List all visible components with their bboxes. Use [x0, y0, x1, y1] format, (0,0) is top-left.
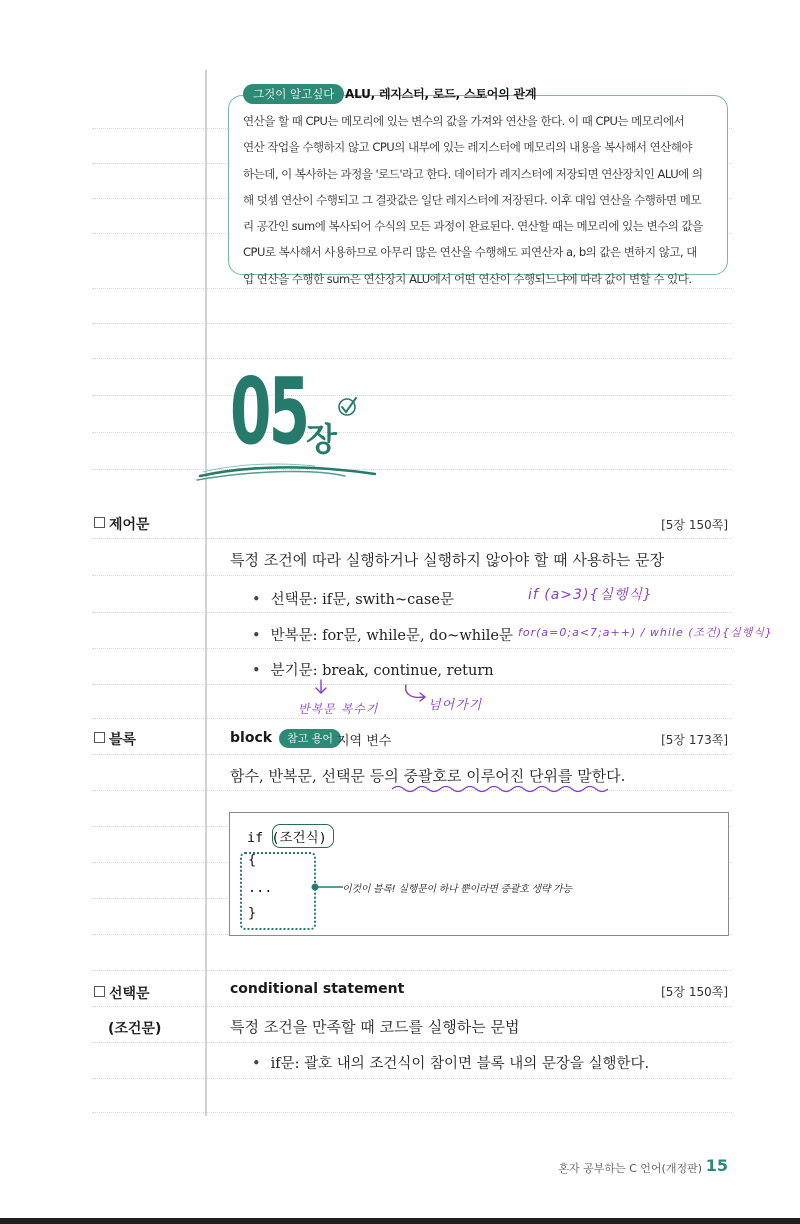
ruled-line	[92, 469, 732, 470]
page-number: 15	[705, 1156, 728, 1175]
pointer-line	[310, 882, 344, 892]
code-line: ...	[248, 880, 273, 896]
handwritten-note: 넘어가기	[428, 698, 483, 713]
definition: 특정 조건을 만족할 때 코드를 실행하는 문법	[230, 1018, 520, 1036]
ruled-line	[92, 1112, 732, 1113]
footer-book-title: 혼자 공부하는 C 언어(개정판)	[558, 1162, 702, 1175]
ruled-line	[92, 323, 732, 324]
tip-line: 연산을 할 때 CPU는 메모리에 있는 변수의 값을 가져와 연산을 한다. 이 때 CPU는 메모리에서	[243, 114, 685, 128]
ref-term: 지역 변수	[337, 734, 392, 749]
ruled-line	[92, 612, 732, 613]
arrow-down-icon	[314, 679, 328, 695]
bullet-item: • 선택문: if문, swith~case문	[252, 592, 454, 608]
bullet-item: • 분기문: break, continue, return	[252, 663, 494, 679]
page-ref: [5장 150쪽]	[661, 985, 728, 999]
swoosh-underline	[195, 460, 380, 484]
tip-line: 해 덧셈 연산이 수행되고 그 결괏값은 일단 레지스터에 저장된다. 이후 대입 연산을 수행하면 메모	[243, 192, 701, 207]
ruled-line	[92, 1042, 732, 1043]
code-line: {	[248, 852, 257, 868]
term-label: 선택문	[109, 986, 150, 1002]
bottom-strip	[0, 1218, 800, 1224]
term-block	[94, 729, 136, 749]
chapter-suffix: 장	[306, 420, 337, 458]
tip-line: 입 연산을 수행한 sum은 연산장치 ALU에서 어떤 연산이 수행되느냐에 따라 값이 변할 수 있다.	[243, 271, 692, 286]
ruled-line	[92, 718, 732, 719]
handwritten-note: 반복문 복수기	[298, 702, 379, 716]
ruled-line	[92, 395, 732, 396]
tip-title: ALU, 레지스터, 로드, 스토어의 관계	[345, 87, 537, 101]
tip-line: 하는데, 이 복사하는 과정을 '로드'라고 한다. 데이터가 레지스터에 저장되면 연산장치인 ALU에 의	[243, 166, 703, 181]
term-control	[94, 514, 150, 534]
checkbox-icon	[94, 732, 105, 743]
ruled-line	[92, 358, 732, 359]
page-ref: [5장 173쪽]	[661, 733, 728, 747]
english-term: block	[230, 730, 273, 746]
chapter-number: 05	[230, 358, 308, 465]
term-label: 제어문	[109, 517, 150, 533]
ruled-line	[92, 1006, 732, 1007]
tip-tag: 그것이 알고싶다	[243, 84, 344, 104]
checkbox-icon	[94, 517, 105, 528]
wavy-underline	[390, 784, 610, 794]
handwritten-note: if (a>3){실행식}	[528, 587, 653, 603]
ruled-line	[92, 1078, 732, 1079]
checkmark-icon	[336, 395, 358, 417]
handwritten-note: for(a=0;a<7;a++) / while (조건){실행식}	[518, 626, 773, 639]
ruled-line	[92, 432, 732, 433]
definition: 특정 조건에 따라 실행하거나 실행하지 않아야 할 때 사용하는 문장	[230, 551, 665, 569]
code-line: }	[248, 905, 257, 921]
tip-line: 연산 작업을 수행하지 않고 CPU의 내부에 있는 레지스터에 메모리의 내용을 복사해서 연산해야	[243, 140, 693, 155]
term-sublabel: (조건문)	[108, 1021, 162, 1037]
code-line: if (조건식)	[247, 830, 327, 846]
arrow-curve-icon	[402, 683, 428, 703]
definition: 함수, 반복문, 선택문 등의 중괄호로 이루어진 단위를 말한다.	[230, 767, 626, 785]
code-annotation: 이것이 블록! 실행문이 하나 뿐이라면 중괄호 생략 가능	[342, 884, 572, 895]
english-term: conditional statement	[230, 981, 405, 997]
ruled-line	[92, 970, 732, 971]
term-conditional	[94, 983, 150, 1003]
bullet-item: • 반복문: for문, while문, do~while문	[252, 628, 513, 644]
bullet-item: • if문: 괄호 내의 조건식이 참이면 블록 내의 문장을 실행한다.	[252, 1056, 650, 1072]
condition-highlight	[272, 824, 334, 848]
ruled-line	[92, 575, 732, 576]
checkbox-icon	[94, 986, 105, 997]
tip-body	[243, 108, 718, 292]
ref-tag: 참고 용어	[279, 729, 341, 748]
tip-line: CPU로 복사해서 사용하므로 아무리 많은 연산을 수행해도 피연산자 a, b의 값은 변하지 않고, 대	[243, 245, 697, 260]
tip-line: 리 공간인 sum에 복사되어 수식의 모든 과정이 완료된다. 연산할 때는 메모리에 있는 변수의 값을	[243, 219, 703, 234]
page-ref: [5장 150쪽]	[661, 518, 728, 532]
ruled-line	[92, 754, 732, 755]
margin-rule	[205, 70, 207, 1116]
ruled-line	[92, 538, 732, 539]
term-label: 블록	[109, 732, 137, 748]
ruled-line	[92, 648, 732, 649]
